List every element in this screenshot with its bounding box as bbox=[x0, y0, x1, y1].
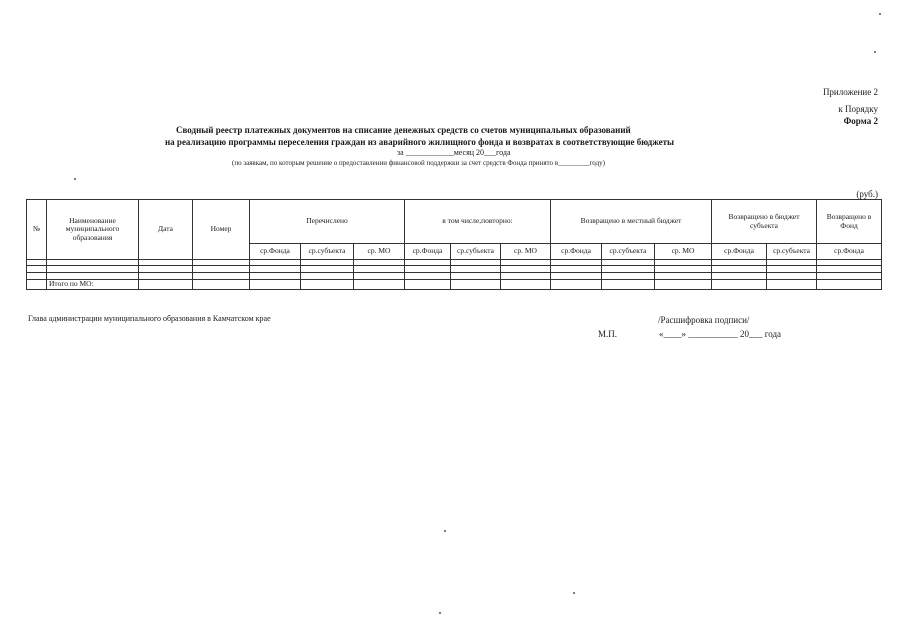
col-date-header: Дата bbox=[139, 200, 193, 260]
scan-speck bbox=[879, 13, 881, 15]
table-row bbox=[27, 273, 882, 280]
total-row bbox=[27, 280, 882, 290]
period-line: за ____________месяц 20___года bbox=[397, 148, 511, 157]
scan-speck bbox=[573, 592, 575, 594]
signature-decode-label: /Расшифровка подписи/ bbox=[658, 315, 750, 325]
total-label: Итого по МО: bbox=[47, 280, 139, 290]
note-line: (по заявкам, по которым решение о предоставлении финансовой поддержки за счет средств Фонда принято в_________году) bbox=[232, 159, 605, 167]
group-local-header: Возвращено в местный бюджет bbox=[551, 200, 712, 244]
head-of-administration-label: Глава администрации муниципального образования в Камчатском крае bbox=[28, 314, 271, 323]
title-line-1: Сводный реестр платежных документов на списание денежных средств со счетов муниципальных образований bbox=[176, 125, 631, 135]
date-line: «____» ___________ 20___ года bbox=[659, 329, 782, 339]
title-line-2: на реализацию программы переселения граждан из аварийного жилищного фонда и возвратах в соответствующие бюджеты bbox=[165, 137, 675, 147]
sub-mo-2: ср. МО bbox=[501, 244, 551, 260]
sub-fund-5: ср.Фонда bbox=[817, 244, 882, 260]
table-row bbox=[27, 266, 882, 273]
col-num-header: № bbox=[27, 200, 47, 260]
group-repeat-header: в том числе,повторно: bbox=[405, 200, 551, 244]
table-header-row bbox=[27, 200, 882, 244]
sub-fund-4: ср.Фонда bbox=[712, 244, 767, 260]
scan-speck bbox=[874, 51, 876, 53]
group-fund-header: Возвращено в Фонд bbox=[817, 200, 882, 244]
scan-speck bbox=[439, 612, 441, 614]
sub-subject-4: ср.субъекта bbox=[767, 244, 817, 260]
register-table bbox=[26, 199, 882, 290]
scan-speck bbox=[444, 530, 446, 532]
sub-fund-2: ср.Фонда bbox=[405, 244, 451, 260]
sub-subject-1: ср.субъекта bbox=[301, 244, 354, 260]
sub-fund-3: ср.Фонда bbox=[551, 244, 602, 260]
scan-speck bbox=[74, 178, 76, 180]
sub-mo-3: ср. МО bbox=[655, 244, 712, 260]
appendix-label: Приложение 2 bbox=[822, 87, 878, 97]
sub-subject-2: ср.субъекта bbox=[451, 244, 501, 260]
currency-label: (руб.) bbox=[856, 189, 878, 199]
stamp-place-label: М.П. bbox=[598, 329, 618, 339]
col-name-header: Наименование муниципального образования bbox=[47, 200, 139, 260]
sub-fund-1: ср.Фонда bbox=[250, 244, 301, 260]
group-subject-header: Возвращено в бюджет субъекта bbox=[712, 200, 817, 244]
form-label: Форма 2 bbox=[843, 116, 878, 126]
sub-mo-1: ср. МО bbox=[354, 244, 405, 260]
group-transferred-header: Перечислено bbox=[250, 200, 405, 244]
col-number-header: Номер bbox=[193, 200, 250, 260]
sub-subject-3: ср.субъекта bbox=[602, 244, 655, 260]
order-label: к Порядку bbox=[838, 104, 878, 114]
